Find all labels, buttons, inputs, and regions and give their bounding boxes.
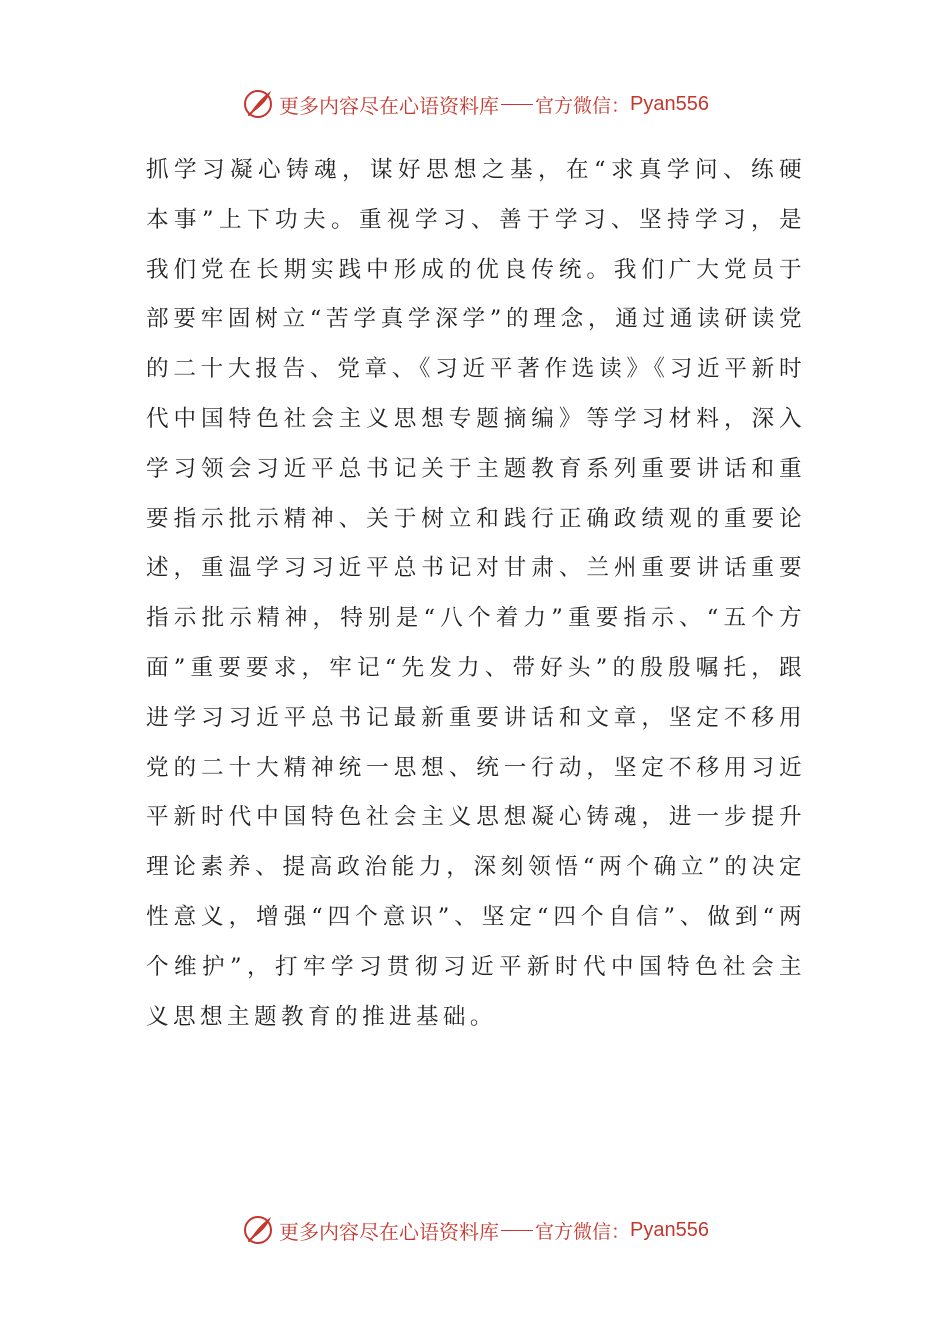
header-banner: [0, 82, 950, 126]
footer-promo-text: 更多内容尽在心语资料库: [279, 1219, 499, 1244]
quill-pen-circle-icon: [241, 87, 275, 121]
header-dash-divider: [501, 104, 533, 105]
body-paragraph: 抓学习凝心铸魂，谋好思想之基，在“求真学问、练硬本事”上下功夫。重视学习、善于学习、坚持学习，是我们党在长期实践中形成的优良传统。我们广大党员于部要牢固树立“苦学真学深学”的理念，通过通读研读党的二十大报告、党章、《习近平著作选读》《习近平新时代中国特色社会主义思想专题摘编》等学习材料，深入学习领会习近平总书记关于主题教育系列重要讲话和重要指示批示精神、关于树立和践行正确政绩观的重要论述，重温学习习近平总书记对甘肃、兰州重要讲话重要指示批示精神，特别是“八个着力”重要指示、“五个方面”重要要求，牢记“先发力、带好头”的殷殷嘱托，跟进学习习近平总书记最新重要讲话和文章，坚定不移用党的二十大精神统一思想、统一行动，坚定不移用习近平新时代中国特色社会主义思想凝心铸魂，进一步提升理论素养、提高政治能力，深刻领悟“两个确立”的决定性意义，增强“四个意识”、坚定“四个自信”、做到“两个维护”，打牢学习贯彻习近平新时代中国特色社会主义思想主题教育的推进基础。: [146, 157, 806, 1030]
quill-pen-circle-icon: [241, 1213, 275, 1247]
header-wechat-id: Pyan556: [630, 92, 709, 115]
header-wechat-label: 官方微信：: [535, 94, 631, 117]
document-body: [146, 146, 806, 1042]
footer-wechat-label: 官方微信：: [535, 1220, 631, 1243]
header-promo-text: 更多内容尽在心语资料库: [279, 93, 499, 118]
footer-banner: [0, 1208, 950, 1252]
footer-dash-divider: [501, 1230, 533, 1231]
footer-wechat-id: Pyan556: [630, 1218, 709, 1241]
